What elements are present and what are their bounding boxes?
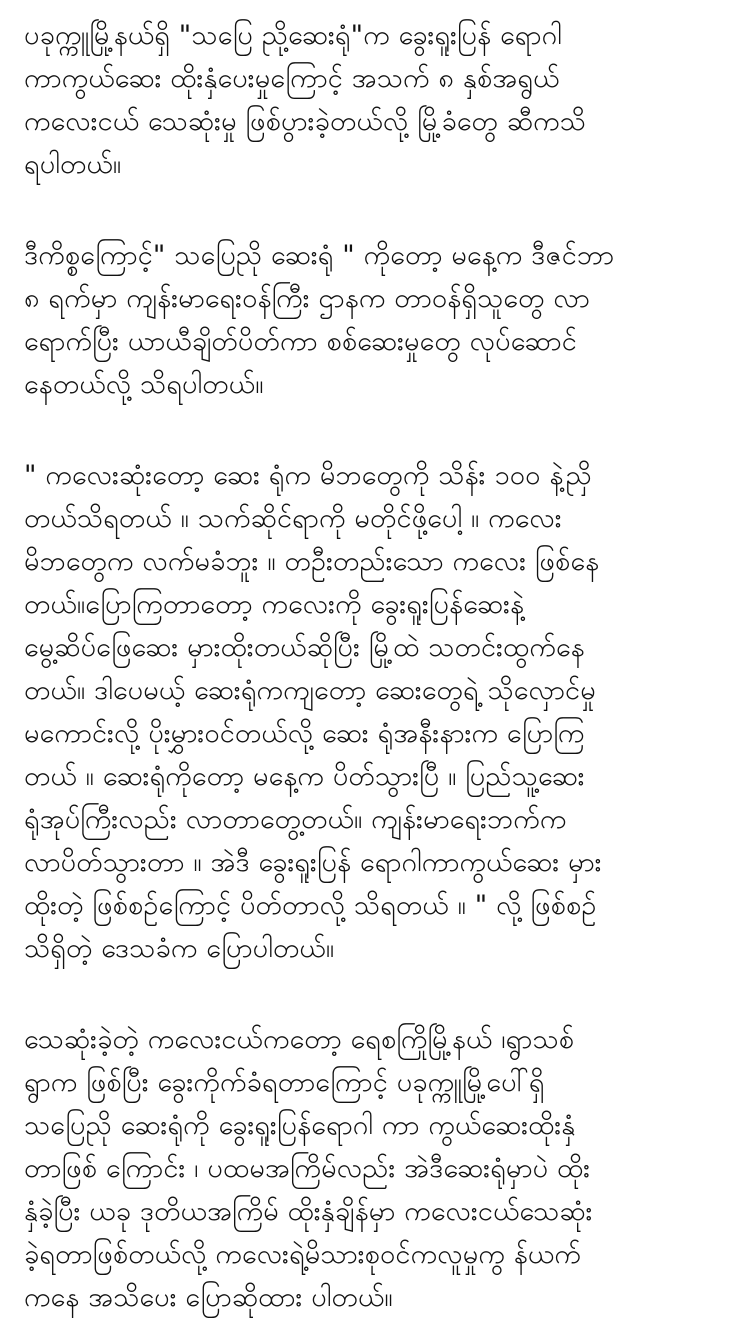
text-line: ထိုးတဲ့ ဖြစ်စဉ်ကြောင့် ပိတ်တာလို့ သိရတယ် ။ " လို့ ဖြစ်စဉ် — [24, 890, 597, 921]
text-line: ကနေ အသိပေး ပြောဆိုထား ပါတယ်။ — [24, 1282, 393, 1313]
paragraph-1 — [24, 14, 736, 186]
text-line: ရောက်ပြီး ယာယီချိတ်ပိတ်ကာ စစ်ဆေးမှုတွေ လုပ်ဆောင် — [24, 326, 577, 357]
text-line: ရွာက ဖြစ်ပြီး ခွေးကိုက်ခံရတာကြောင့် ပခုက္ကူမြို့ပေါ်ရှိ — [24, 1067, 545, 1098]
paragraph-4 — [24, 1018, 736, 1319]
article-body — [24, 14, 736, 1319]
text-line: ခဲ့ရတာဖြစ်တယ်လို့ ကလေးရဲ့မိသားစုဝင်ကလူမှုကွ န်ယက် — [24, 1239, 581, 1270]
text-line: နှံခဲ့ပြီး ယခု ဒုတိယအကြိမ် ထိုးနှံချိန်မှာ ကလေးငယ်သေဆုံး — [24, 1196, 593, 1227]
text-line: ပခုက္ကူမြို့နယ်ရှိ "သပြေ ညို့ဆေးရုံ"က ခွေးရူးပြန် ရောဂါ — [24, 20, 562, 51]
text-line: ကာကွယ်ဆေး ထိုးနှံပေးမှုကြောင့် အသက် ၈ နှစ်အရွယ် — [24, 63, 560, 94]
text-line: ဒီကိစ္စကြောင့်" သပြေညို ဆေးရုံ " ကိုတော့ မနေ့က ဒီဇင်ဘာ — [24, 240, 615, 271]
text-line: ၈ ရက်မှာ ကျန်းမာရေးဝန်ကြီး ဌာနက တာဝန်ရှိသူတွေ လာ — [24, 283, 590, 314]
paragraph-2 — [24, 234, 736, 406]
text-line: နေတယ်လို့ သိရပါတယ်။ — [24, 369, 264, 400]
text-line: လာပိတ်သွားတာ ။ အဲဒီ ခွေးရူးပြန် ရောဂါကာကွယ်ဆေး မှား — [24, 847, 602, 878]
text-line: ရုံအုပ်ကြီးလည်း လာတာတွေ့တယ်။ ကျန်းမာရေးဘက်က — [24, 804, 567, 835]
text-line: တယ်သိရတယ် ။ သက်ဆိုင်ရာကို မတိုင်ဖို့ပေါ့ ။ ကလေး — [24, 503, 562, 534]
text-line: တယ်။ပြောကြတာတော့ ကလေးကို ခွေးရူးပြန်ဆေးနဲ့ — [24, 589, 525, 620]
text-line: တာဖြစ် ကြောင်း ၊ ပထမအကြိမ်လည်း အဲဒီဆေးရုံမှာပဲ ထိုး — [24, 1153, 591, 1184]
text-line: မွေ့ဆိပ်ဖြေဆေး မှားထိုးတယ်ဆိုပြီး မြို့ထဲ သတင်းထွက်နေ — [24, 632, 585, 663]
text-line: သေဆုံးခဲ့တဲ့ ကလေးငယ်ကတော့ ရေစကြိုမြို့နယ် ၊ရွာသစ် — [24, 1024, 575, 1055]
text-line: " ကလေးဆုံးတော့ ဆေး ရုံက မိဘတွေကို သိန်း ၁၀၀ နဲ့ညှိ — [24, 460, 592, 491]
text-line: မကောင်းလို့ ပိုးမွှားဝင်တယ်လို့ ဆေး ရုံအနီးနားက ပြောကြ — [24, 718, 585, 749]
text-line: တယ်။ ဒါပေမယ့် ဆေးရုံကကျတော့ ဆေးတွေရဲ့ သိုလှောင်မှု — [24, 675, 596, 706]
text-line: မိဘတွေက လက်မခံဘူး ။ တဦးတည်းသော ကလေး ဖြစ်နေ — [24, 546, 600, 577]
text-line: တယ် ။ ဆေးရုံကိုတော့ မနေ့က ပိတ်သွားပြီ ။ ပြည်သူ့ဆေး — [24, 761, 585, 792]
text-line: သပြေညို ဆေးရုံကို ခွေးရူးပြန်ရောဂါ ကာ ကွယ်ဆေးထိုးနှံ — [24, 1110, 576, 1141]
paragraph-3 — [24, 454, 736, 970]
text-line: သိရှိတဲ့ ဒေသခံက ပြောပါတယ်။ — [24, 933, 335, 964]
text-line: ကလေးငယ် သေဆုံးမှု ဖြစ်ပွားခဲ့တယ်လို့ မြို့ခံတွေ ဆီကသိ — [24, 106, 587, 137]
text-line: ရပါတယ်။ — [24, 149, 122, 180]
